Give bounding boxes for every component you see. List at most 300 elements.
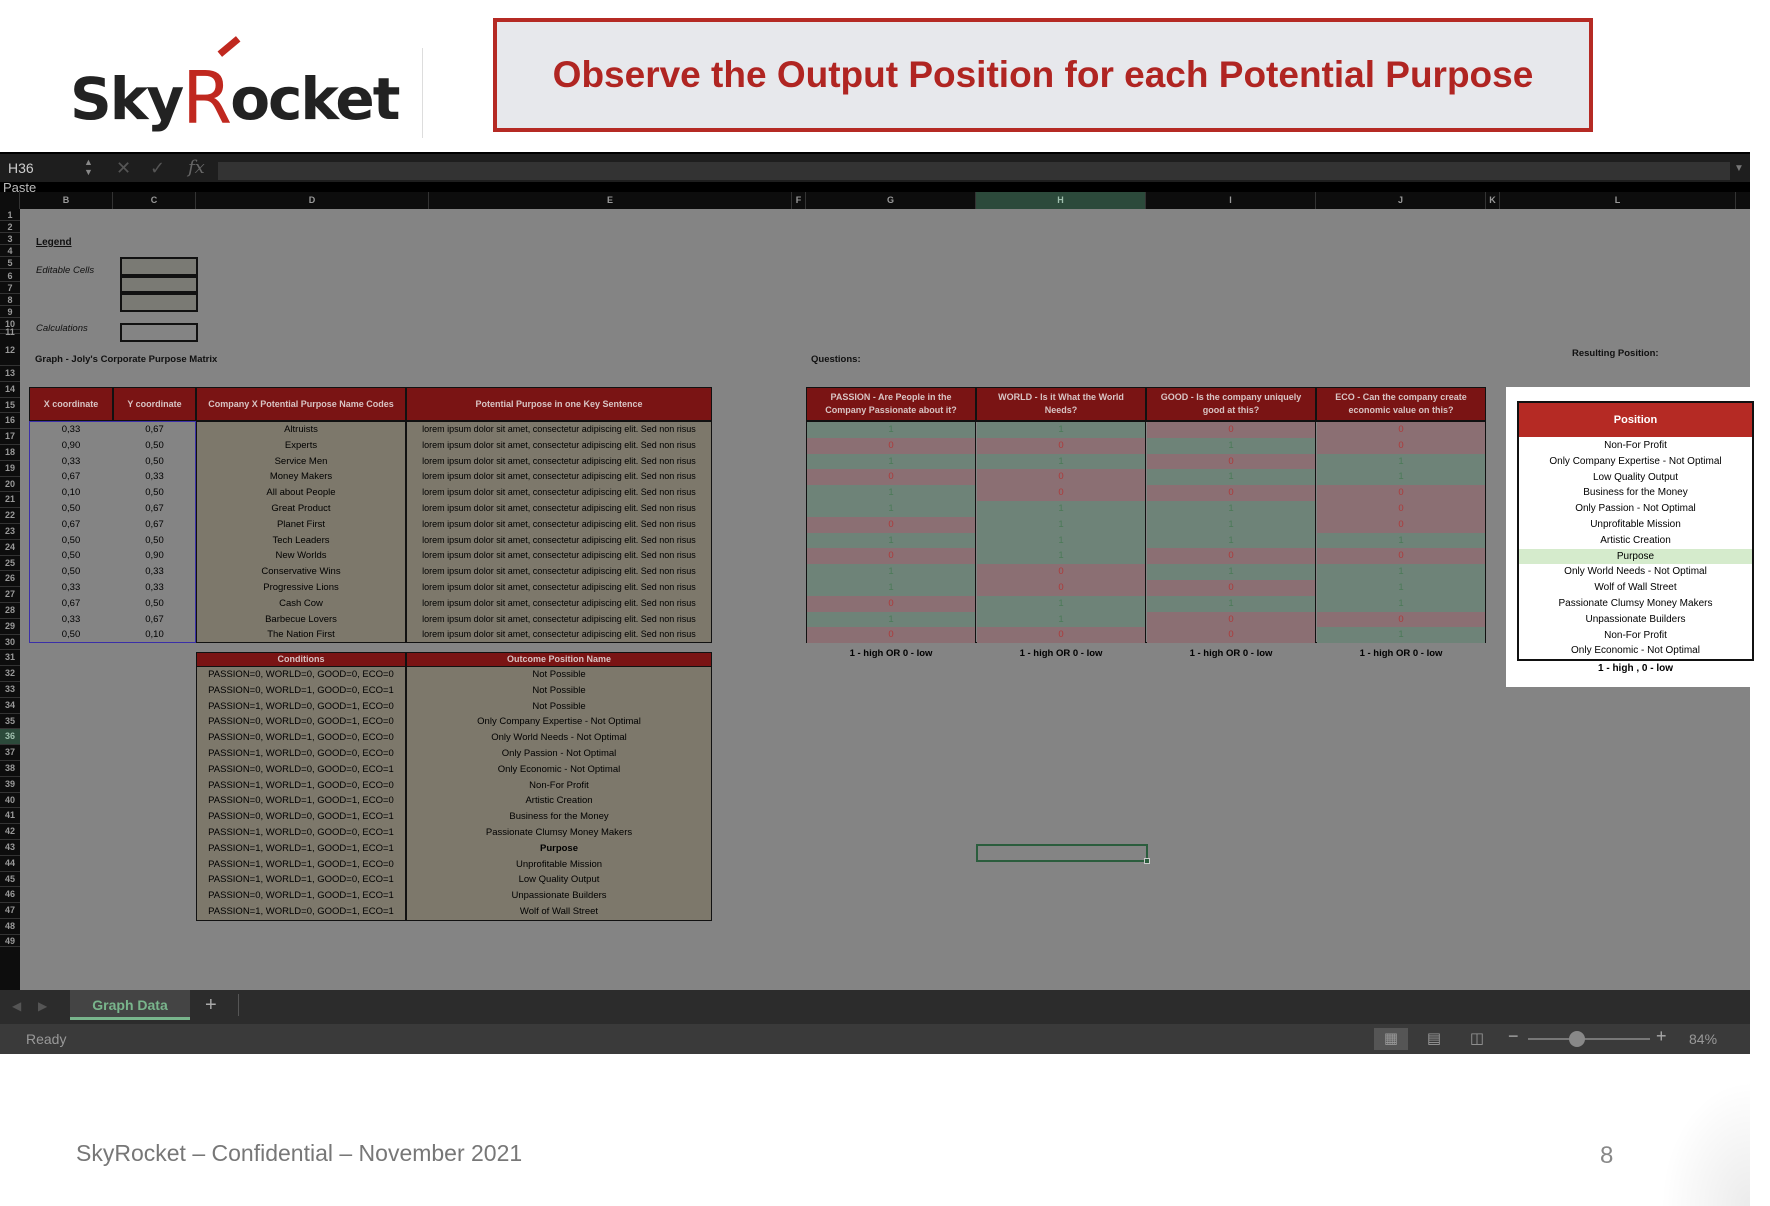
x-coordinate-cell[interactable]: 0,33 <box>61 424 81 435</box>
good-score-cell[interactable]: 0 <box>1147 627 1315 643</box>
row-header[interactable]: 22 <box>0 508 20 524</box>
outcome-cell[interactable]: Only Company Expertise - Not Optimal <box>477 716 641 728</box>
logo-text-r: R <box>182 56 231 140</box>
world-score-cell[interactable]: 1 <box>977 612 1145 628</box>
row-header[interactable]: 25 <box>0 556 20 572</box>
col-divider <box>1315 438 1316 454</box>
purpose-sentence-cell[interactable]: lorem ipsum dolor sit amet, consectetur adipiscing elit. Sed non risus <box>422 550 696 561</box>
row-header[interactable]: 28 <box>0 603 20 619</box>
chevron-down-icon[interactable]: ▼ <box>1734 163 1744 174</box>
row-header[interactable]: 18 <box>0 445 20 461</box>
position-cell: Business for the Money <box>1583 487 1688 499</box>
eco-score-cell[interactable]: 1 <box>1317 580 1485 596</box>
outcome-cell[interactable]: Not Possible <box>532 700 586 712</box>
x-coordinate-cell[interactable]: 0,67 <box>61 597 81 609</box>
y-coordinate-cell[interactable]: 0,50 <box>145 534 164 546</box>
world-score-cell[interactable]: 1 <box>977 422 1145 438</box>
outcome-cell[interactable]: Only Passion - Not Optimal <box>501 748 617 759</box>
passion-score-cell[interactable]: 1 <box>807 454 975 470</box>
purpose-name-cell[interactable]: All about People <box>266 487 336 499</box>
good-score-cell[interactable]: 0 <box>1147 485 1315 501</box>
col-divider <box>1315 485 1316 501</box>
world-score-cell[interactable]: 0 <box>977 485 1145 501</box>
legend-title: Legend <box>36 237 72 248</box>
condition-cell[interactable]: PASSION=0, WORLD=0, GOOD=0, ECO=0 <box>208 669 394 680</box>
row-header[interactable]: 17 <box>0 429 20 445</box>
world-score-cell[interactable]: 0 <box>977 580 1145 596</box>
sheet-tab-bar <box>0 990 1750 1024</box>
purpose-name-cell[interactable]: Altruists <box>284 424 318 435</box>
purpose-name-cell[interactable]: Tech Leaders <box>272 534 330 546</box>
good-score-cell[interactable]: 0 <box>1147 612 1315 628</box>
graph-title: Graph - Joly's Corporate Purpose Matrix <box>35 354 218 365</box>
tab-divider <box>238 994 239 1016</box>
row-header[interactable]: 41 <box>0 808 20 824</box>
condition-cell[interactable]: PASSION=1, WORLD=1, GOOD=1, ECO=1 <box>208 842 394 854</box>
zoom-slider[interactable] <box>1528 1038 1650 1040</box>
condition-cell[interactable]: PASSION=0, WORLD=0, GOOD=1, ECO=1 <box>208 811 394 823</box>
row-header[interactable]: 32 <box>0 666 20 682</box>
row-header[interactable]: 35 <box>0 714 20 730</box>
normal-view-icon[interactable]: ▦ <box>1374 1028 1408 1050</box>
col-divider <box>975 627 976 643</box>
purpose-sentence-cell[interactable]: lorem ipsum dolor sit amet, consectetur adipiscing elit. Sed non risus <box>422 518 696 529</box>
row-header[interactable]: 31 <box>0 650 20 666</box>
zoom-out-icon[interactable]: − <box>1508 1026 1519 1046</box>
row-header[interactable]: 45 <box>0 872 20 888</box>
legend-calculations-label: Calculations <box>36 323 88 334</box>
row-header[interactable]: 37 <box>0 745 20 761</box>
passion-score-cell[interactable]: 0 <box>807 548 975 564</box>
conditions-table-header: Outcome Position Name <box>406 652 712 667</box>
fx-icon[interactable]: fx <box>188 157 205 178</box>
position-cell: Only World Needs - Not Optimal <box>1564 566 1707 578</box>
cancel-icon[interactable]: ✕ <box>116 158 132 178</box>
row-header[interactable]: 27 <box>0 587 20 603</box>
outcome-cell[interactable]: Not Possible <box>532 684 586 696</box>
col-divider <box>1315 422 1316 438</box>
column-header[interactable]: D <box>196 192 429 209</box>
passion-score-cell[interactable]: 1 <box>807 422 975 438</box>
good-score-cell[interactable]: 1 <box>1147 564 1315 580</box>
good-score-cell[interactable]: 1 <box>1147 469 1315 485</box>
purpose-sentence-cell[interactable]: lorem ipsum dolor sit amet, consectetur adipiscing elit. Sed non risus <box>422 439 696 450</box>
world-score-cell[interactable]: 1 <box>977 454 1145 470</box>
column-header[interactable]: I <box>1146 192 1316 209</box>
purpose-name-cell[interactable]: Progressive Lions <box>263 582 339 593</box>
page-break-icon[interactable]: ◫ <box>1469 1030 1485 1047</box>
eco-score-cell[interactable]: 0 <box>1317 438 1485 454</box>
x-coordinate-cell[interactable]: 0,50 <box>61 550 81 562</box>
position-table <box>1517 401 1754 661</box>
col-divider <box>975 501 976 517</box>
col-divider <box>1315 612 1316 628</box>
row-header[interactable]: 36 <box>0 729 20 745</box>
outcome-cell[interactable]: Purpose <box>539 842 578 854</box>
zoom-in-icon[interactable]: + <box>1656 1026 1667 1046</box>
purpose-sentence-cell[interactable]: lorem ipsum dolor sit amet, consectetur adipiscing elit. Sed non risus <box>422 471 696 482</box>
row-header[interactable]: 20 <box>0 477 20 493</box>
y-coordinate-cell[interactable]: 0,50 <box>145 439 164 451</box>
row-header[interactable]: 6 <box>0 270 20 282</box>
eco-score-cell[interactable]: 0 <box>1317 548 1485 564</box>
row-header[interactable]: 46 <box>0 887 20 903</box>
passion-score-cell[interactable]: 1 <box>807 485 975 501</box>
row-header[interactable]: 48 <box>0 919 20 935</box>
fill-handle[interactable] <box>1144 858 1150 864</box>
purpose-name-cell[interactable]: Planet First <box>276 518 326 530</box>
passion-score-cell[interactable]: 0 <box>807 517 975 533</box>
row-header[interactable]: 47 <box>0 903 20 919</box>
outcome-cell[interactable]: Passionate Clumsy Money Makers <box>485 827 633 838</box>
row-header[interactable]: 15 <box>0 398 20 414</box>
purpose-sentence-cell[interactable]: lorem ipsum dolor sit amet, consectetur adipiscing elit. Sed non risus <box>422 566 696 577</box>
x-coordinate-cell[interactable]: 0,90 <box>61 439 81 451</box>
worksheet-grid[interactable] <box>20 209 1750 990</box>
position-cell: Unpassionate Builders <box>1585 613 1686 625</box>
purpose-sentence-cell[interactable]: lorem ipsum dolor sit amet, consectetur adipiscing elit. Sed non risus <box>422 487 696 498</box>
outcome-cell[interactable]: Unprofitable Mission <box>515 858 603 870</box>
eco-score-cell[interactable]: 1 <box>1317 533 1485 549</box>
condition-cell[interactable]: PASSION=1, WORLD=0, GOOD=0, ECO=0 <box>208 748 394 759</box>
condition-cell[interactable]: PASSION=0, WORLD=1, GOOD=1, ECO=1 <box>208 890 394 902</box>
slide-title: Observe the Output Position for each Potential Purpose <box>552 54 1534 95</box>
legend-editable-swatch <box>120 257 198 276</box>
y-coordinate-cell[interactable]: 0,10 <box>145 629 164 641</box>
row-header[interactable]: 26 <box>0 571 20 587</box>
purpose-sentence-cell[interactable]: lorem ipsum dolor sit amet, consectetur adipiscing elit. Sed non risus <box>422 424 696 434</box>
x-coordinate-cell[interactable]: 0,50 <box>61 566 81 578</box>
passion-score-cell[interactable]: 1 <box>807 533 975 549</box>
col-divider <box>975 596 976 612</box>
col-divider <box>1315 533 1316 549</box>
zoom-level: 84% <box>1689 1031 1718 1047</box>
question-scale-note: 1 - high OR 0 - low <box>849 648 933 659</box>
condition-cell[interactable]: PASSION=1, WORLD=0, GOOD=0, ECO=1 <box>208 827 394 838</box>
outcome-cell[interactable]: Unpassionate Builders <box>511 890 607 902</box>
x-coordinate-cell[interactable]: 0,33 <box>61 582 81 593</box>
column-header[interactable]: F <box>792 192 806 209</box>
passion-score-cell[interactable]: 0 <box>807 438 975 454</box>
row-header[interactable]: 44 <box>0 856 20 872</box>
good-score-cell[interactable]: 1 <box>1147 533 1315 549</box>
col-divider <box>1315 580 1316 596</box>
y-coordinate-cell[interactable]: 0,67 <box>145 613 164 625</box>
good-score-cell[interactable]: 1 <box>1147 501 1315 517</box>
column-header[interactable]: H <box>976 192 1146 209</box>
resulting-position-label: Resulting Position: <box>1572 348 1659 359</box>
good-score-cell[interactable]: 0 <box>1147 422 1315 438</box>
formula-bar <box>0 152 1750 182</box>
passion-score-cell[interactable]: 0 <box>807 469 975 485</box>
y-coordinate-cell[interactable]: 0,33 <box>145 471 164 483</box>
skyrocket-logo <box>70 40 399 140</box>
condition-cell[interactable]: PASSION=1, WORLD=0, GOOD=1, ECO=1 <box>208 906 394 917</box>
eco-score-cell[interactable]: 0 <box>1317 422 1485 438</box>
purpose-sentence-cell[interactable]: lorem ipsum dolor sit amet, consectetur adipiscing elit. Sed non risus <box>422 455 696 466</box>
eco-score-cell[interactable]: 0 <box>1317 501 1485 517</box>
col-divider <box>1145 548 1146 564</box>
col-divider <box>1145 454 1146 470</box>
page-layout-icon[interactable]: ▤ <box>1426 1030 1442 1047</box>
y-coordinate-cell[interactable]: 0,33 <box>145 566 164 578</box>
row-header[interactable]: 7 <box>0 282 20 294</box>
col-divider <box>1315 517 1316 533</box>
col-divider <box>1315 548 1316 564</box>
eco-score-cell[interactable]: 1 <box>1317 454 1485 470</box>
col-divider <box>975 564 976 580</box>
world-score-cell[interactable]: 0 <box>977 469 1145 485</box>
row-header[interactable]: 39 <box>0 777 20 793</box>
passion-score-cell[interactable]: 0 <box>807 627 975 643</box>
col-divider <box>975 517 976 533</box>
condition-cell[interactable]: PASSION=0, WORLD=1, GOOD=0, ECO=1 <box>208 684 394 696</box>
row-header[interactable]: 5 <box>0 257 20 269</box>
outcome-cell[interactable]: Wolf of Wall Street <box>519 906 599 917</box>
outcome-cell[interactable]: Only World Needs - Not Optimal <box>491 732 627 744</box>
position-cell: Passionate Clumsy Money Makers <box>1558 598 1713 609</box>
col-divider <box>975 533 976 549</box>
question-scale-note: 1 - high OR 0 - low <box>1189 648 1273 659</box>
condition-cell[interactable]: PASSION=0, WORLD=1, GOOD=0, ECO=0 <box>208 732 394 744</box>
row-header[interactable]: 16 <box>0 413 20 429</box>
column-header[interactable]: B <box>20 192 113 209</box>
y-coordinate-cell[interactable]: 0,50 <box>145 455 164 467</box>
row-header[interactable]: 49 <box>0 935 20 947</box>
column-header[interactable]: G <box>806 192 976 209</box>
row-header[interactable]: 11 <box>0 330 20 334</box>
row-header[interactable]: 14 <box>0 382 20 398</box>
sheet-tab-graph-data[interactable]: Graph Data <box>70 990 190 1020</box>
row-header[interactable]: 13 <box>0 366 20 382</box>
name-box[interactable]: H36 <box>8 160 34 176</box>
purpose-sentence-cell[interactable]: lorem ipsum dolor sit amet, consectetur adipiscing elit. Sed non risus <box>422 613 696 624</box>
eco-score-cell[interactable]: 0 <box>1317 612 1485 628</box>
position-cell: Only Passion - Not Optimal <box>1575 503 1696 515</box>
status-bar <box>0 1024 1750 1054</box>
eco-score-cell[interactable]: 1 <box>1317 469 1485 485</box>
condition-cell[interactable]: PASSION=1, WORLD=1, GOOD=1, ECO=0 <box>208 858 394 870</box>
good-score-cell[interactable]: 0 <box>1147 548 1315 564</box>
good-score-cell[interactable]: 0 <box>1147 580 1315 596</box>
condition-cell[interactable]: PASSION=0, WORLD=0, GOOD=1, ECO=0 <box>208 716 394 728</box>
purpose-name-cell[interactable]: Cash Cow <box>279 597 323 609</box>
col-divider <box>1315 596 1316 612</box>
row-header[interactable]: 3 <box>0 233 20 245</box>
row-header[interactable]: 23 <box>0 524 20 540</box>
passion-score-cell[interactable]: 1 <box>807 612 975 628</box>
row-header[interactable]: 33 <box>0 682 20 698</box>
x-coordinate-cell[interactable]: 0,67 <box>61 471 81 483</box>
outcome-cell[interactable]: Artistic Creation <box>525 795 593 807</box>
add-sheet-icon[interactable]: + <box>205 994 217 1016</box>
col-divider <box>975 438 976 454</box>
y-coordinate-cell[interactable]: 0,50 <box>145 487 164 499</box>
purpose-name-cell[interactable]: Conservative Wins <box>261 566 341 578</box>
name-box-spinner-icon[interactable]: ▲ ▼ <box>84 157 93 177</box>
page-number: 8 <box>1600 1142 1614 1169</box>
confirm-icon[interactable]: ✓ <box>150 158 166 178</box>
col-divider <box>1145 485 1146 501</box>
x-coordinate-cell[interactable]: 0,33 <box>61 613 81 625</box>
excel-window <box>0 152 1750 1054</box>
column-header[interactable]: K <box>1486 192 1500 209</box>
eco-score-cell[interactable]: 0 <box>1317 485 1485 501</box>
col-divider <box>975 612 976 628</box>
resulting-position-panel <box>1506 387 1770 687</box>
prev-sheet-icon[interactable]: ◀ <box>12 999 22 1013</box>
column-header[interactable]: E <box>429 192 792 209</box>
purpose-name-cell[interactable]: Barbecue Lovers <box>265 613 337 625</box>
row-header[interactable]: 2 <box>0 221 20 233</box>
column-header[interactable]: J <box>1316 192 1486 209</box>
legend-editable-swatch <box>120 293 198 312</box>
col-divider <box>1315 469 1316 485</box>
question-header-good: GOOD - Is the company uniquely good at this? <box>1146 387 1316 421</box>
purpose-sentence-cell[interactable]: lorem ipsum dolor sit amet, consectetur adipiscing elit. Sed non risus <box>422 597 696 608</box>
row-header[interactable]: 10 <box>0 318 20 330</box>
world-score-cell[interactable]: 1 <box>977 501 1145 517</box>
legend-calculations-swatch <box>120 323 198 342</box>
col-divider <box>975 454 976 470</box>
formula-input[interactable] <box>218 162 1730 180</box>
x-coordinate-cell[interactable]: 0,33 <box>61 455 81 467</box>
world-score-cell[interactable]: 0 <box>977 564 1145 580</box>
position-cell: Purpose <box>1519 549 1752 565</box>
y-coordinate-cell[interactable]: 0,67 <box>145 424 164 435</box>
x-coordinate-cell[interactable]: 0,10 <box>61 487 81 499</box>
eco-score-cell[interactable]: 1 <box>1317 627 1485 643</box>
zoom-slider-knob[interactable] <box>1569 1031 1585 1047</box>
purpose-table-header: Y coordinate <box>113 387 196 421</box>
passion-score-cell[interactable]: 0 <box>807 596 975 612</box>
col-divider <box>975 469 976 485</box>
row-header[interactable]: 1 <box>0 209 20 221</box>
world-score-cell[interactable]: 1 <box>977 517 1145 533</box>
row-header[interactable]: 8 <box>0 294 20 306</box>
col-divider <box>1145 501 1146 517</box>
position-cell: Unprofitable Mission <box>1590 519 1681 530</box>
x-coordinate-cell[interactable]: 0,67 <box>61 518 81 530</box>
slide-title-box <box>493 18 1593 132</box>
outcome-cell[interactable]: Not Possible <box>532 669 586 680</box>
world-score-cell[interactable]: 1 <box>977 533 1145 549</box>
condition-cell[interactable]: PASSION=0, WORLD=0, GOOD=0, ECO=1 <box>208 763 394 775</box>
good-score-cell[interactable]: 1 <box>1147 596 1315 612</box>
row-header[interactable]: 40 <box>0 793 20 809</box>
col-divider <box>1145 422 1146 438</box>
position-header: Position <box>1519 403 1752 437</box>
x-coordinate-cell[interactable]: 0,50 <box>61 629 81 641</box>
eco-score-cell[interactable]: 1 <box>1317 596 1485 612</box>
purpose-name-cell[interactable]: The Nation First <box>267 629 335 641</box>
row-header[interactable]: 12 <box>0 334 20 366</box>
outcome-cell[interactable]: Business for the Money <box>509 811 609 823</box>
col-divider <box>1315 627 1316 643</box>
purpose-name-cell[interactable]: Great Product <box>271 503 331 514</box>
legend-editable-swatch <box>120 276 198 293</box>
row-header[interactable]: 42 <box>0 824 20 840</box>
purpose-name-cell[interactable]: Experts <box>284 439 318 451</box>
col-divider <box>975 422 976 438</box>
row-header[interactable]: 9 <box>0 306 20 318</box>
question-header-world: WORLD - Is it What the World Needs? <box>976 387 1146 421</box>
outcome-cell[interactable]: Low Quality Output <box>518 874 600 886</box>
eco-score-cell[interactable]: 0 <box>1317 517 1485 533</box>
condition-cell[interactable]: PASSION=0, WORLD=1, GOOD=1, ECO=0 <box>208 795 394 807</box>
good-score-cell[interactable]: 0 <box>1147 454 1315 470</box>
purpose-sentence-cell[interactable]: lorem ipsum dolor sit amet, consectetur adipiscing elit. Sed non risus <box>422 503 696 513</box>
row-header[interactable]: 34 <box>0 698 20 714</box>
good-score-cell[interactable]: 1 <box>1147 438 1315 454</box>
y-coordinate-cell[interactable]: 0,50 <box>145 597 164 609</box>
y-coordinate-cell[interactable]: 0,67 <box>145 518 164 530</box>
outcome-cell[interactable]: Only Economic - Not Optimal <box>497 763 621 775</box>
footer-text: SkyRocket – Confidential – November 2021 <box>76 1140 523 1166</box>
y-coordinate-cell[interactable]: 0,33 <box>145 582 164 593</box>
world-score-cell[interactable]: 0 <box>977 438 1145 454</box>
purpose-name-cell[interactable]: Service Men <box>274 455 328 467</box>
next-sheet-icon[interactable]: ▶ <box>38 999 48 1013</box>
column-header[interactable]: C <box>113 192 196 209</box>
col-divider <box>1145 517 1146 533</box>
header-divider <box>422 48 423 138</box>
x-coordinate-cell[interactable]: 0,50 <box>61 534 81 546</box>
col-divider <box>975 485 976 501</box>
condition-cell[interactable]: PASSION=1, WORLD=1, GOOD=0, ECO=1 <box>208 874 394 886</box>
paste-label[interactable]: Paste <box>3 180 37 195</box>
row-header[interactable]: 29 <box>0 619 20 635</box>
row-header[interactable]: 38 <box>0 761 20 777</box>
condition-cell[interactable]: PASSION=1, WORLD=1, GOOD=0, ECO=0 <box>208 779 394 791</box>
question-scale-note: 1 - high OR 0 - low <box>1019 648 1103 659</box>
purpose-sentence-cell[interactable]: lorem ipsum dolor sit amet, consectetur adipiscing elit. Sed non risus <box>422 534 696 545</box>
purpose-sentence-cell[interactable]: lorem ipsum dolor sit amet, consectetur adipiscing elit. Sed non risus <box>422 629 696 640</box>
passion-score-cell[interactable]: 1 <box>807 501 975 517</box>
world-score-cell[interactable]: 0 <box>977 627 1145 643</box>
y-coordinate-cell[interactable]: 0,90 <box>145 550 164 562</box>
row-header[interactable]: 21 <box>0 492 20 508</box>
position-cell: Non-For Profit <box>1604 440 1667 451</box>
purpose-table-header: X coordinate <box>29 387 113 421</box>
col-divider <box>1145 596 1146 612</box>
outcome-cell[interactable]: Non-For Profit <box>529 779 589 791</box>
row-header[interactable]: 43 <box>0 840 20 856</box>
row-header[interactable]: 4 <box>0 245 20 257</box>
good-score-cell[interactable]: 1 <box>1147 517 1315 533</box>
y-coordinate-cell[interactable]: 0,67 <box>145 503 164 514</box>
purpose-sentence-cell[interactable]: lorem ipsum dolor sit amet, consectetur adipiscing elit. Sed non risus <box>422 582 696 592</box>
passion-score-cell[interactable]: 1 <box>807 564 975 580</box>
condition-cell[interactable]: PASSION=1, WORLD=0, GOOD=1, ECO=0 <box>208 700 394 712</box>
purpose-name-cell[interactable]: New Worlds <box>275 550 327 562</box>
eco-score-cell[interactable]: 1 <box>1317 564 1485 580</box>
col-divider <box>1315 454 1316 470</box>
purpose-name-cell[interactable]: Money Makers <box>269 471 333 483</box>
column-header[interactable]: L <box>1500 192 1736 209</box>
selected-cell-h36[interactable] <box>976 844 1148 862</box>
question-header-eco: ECO - Can the company create economic value on this? <box>1316 387 1486 421</box>
row-header[interactable]: 30 <box>0 635 20 651</box>
world-score-cell[interactable]: 1 <box>977 548 1145 564</box>
x-coordinate-cell[interactable]: 0,50 <box>61 503 81 514</box>
world-score-cell[interactable]: 1 <box>977 596 1145 612</box>
passion-score-cell[interactable]: 1 <box>807 580 975 596</box>
position-cell: Artistic Creation <box>1600 534 1671 546</box>
row-header[interactable]: 24 <box>0 540 20 556</box>
row-header[interactable]: 19 <box>0 461 20 477</box>
position-cell: Only Economic - Not Optimal <box>1571 645 1700 657</box>
